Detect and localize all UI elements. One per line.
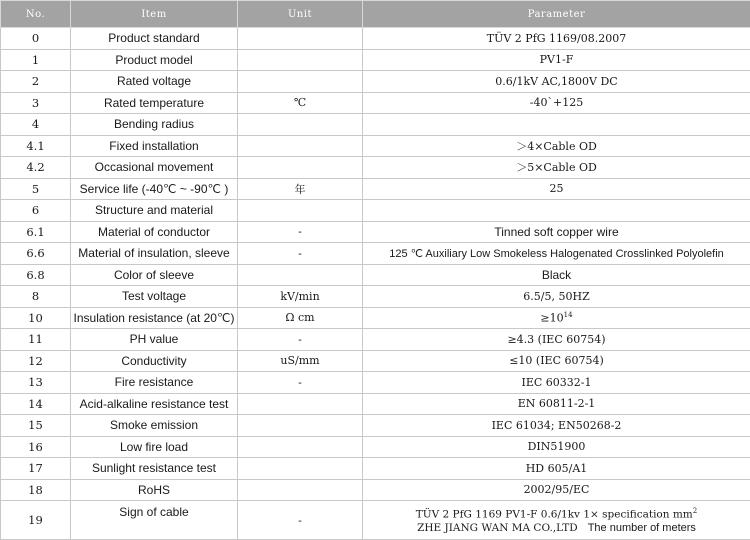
row-no: 6.6 [1,243,71,265]
row-no: 0 [1,28,71,50]
row-unit [238,415,363,437]
table-row [1,71,750,93]
row-parameter: ≤10 (IEC 60754) [363,350,750,372]
row-item: Sign of cable [71,501,238,540]
cable-sign-line-1 [365,505,748,522]
header-parameter: Parameter [363,1,750,28]
table-row [1,243,750,265]
table-row [1,178,750,200]
row-unit: ℃ [238,92,363,114]
row-item: Product model [71,49,238,71]
row-parameter: IEC 61034; EN50268-2 [363,415,750,437]
table-row [1,458,750,480]
row-no: 3 [1,92,71,114]
row-unit: 年 [238,178,363,200]
row-unit [238,114,363,136]
header-unit: Unit [238,1,363,28]
row-no: 4.2 [1,157,71,179]
row-no: 17 [1,458,71,480]
row-unit [238,71,363,93]
row-unit: kV/min [238,286,363,308]
row-parameter: DIN51900 [363,436,750,458]
table-row [1,200,750,222]
row-no: 10 [1,307,71,329]
row-item: Structure and material [71,200,238,222]
row-unit: Ω cm [238,307,363,329]
cable-sign-text: TÜV 2 PfG 1169 PV1-F 0.6/1kv 1× specification mm [416,509,693,521]
table-row [1,329,750,351]
row-unit: - [238,221,363,243]
table-row [1,393,750,415]
cable-sign-line-2 [365,522,748,535]
table-row [1,157,750,179]
row-parameter: 2002/95/EC [363,479,750,501]
row-parameter: TÜV 2 PfG 1169/08.2007 [363,28,750,50]
row-no: 1 [1,49,71,71]
table-row [1,114,750,136]
cable-sign-exponent: 2 [693,507,697,515]
row-parameter: Tinned soft copper wire [363,221,750,243]
table-row [1,372,750,394]
row-no: 4 [1,114,71,136]
row-item: Occasional movement [71,157,238,179]
row-no: 5 [1,178,71,200]
cable-sign-company: ZHE JIANG WAN MA CO.,LTD [417,522,578,534]
row-no: 6.8 [1,264,71,286]
row-no: 13 [1,372,71,394]
row-unit: - [238,329,363,351]
table-row [1,501,750,540]
row-unit: - [238,243,363,265]
row-unit [238,49,363,71]
row-item: PH value [71,329,238,351]
row-item: Bending radius [71,114,238,136]
row-no: 15 [1,415,71,437]
insulation-resistance-exponent: 14 [564,311,573,319]
row-parameter: 125 ℃ Auxiliary Low Smokeless Halogenated Crosslinked Polyolefin [363,243,750,265]
table-row [1,350,750,372]
row-unit: - [238,501,363,540]
row-parameter [363,501,750,540]
table-row [1,307,750,329]
row-unit: uS/mm [238,350,363,372]
row-parameter: 25 [363,178,750,200]
table-row [1,436,750,458]
row-unit [238,393,363,415]
table-row [1,49,750,71]
row-no: 14 [1,393,71,415]
row-parameter: 6.5/5, 50HZ [363,286,750,308]
row-parameter: ≥4.3 (IEC 60754) [363,329,750,351]
row-item: Sunlight resistance test [71,458,238,480]
table-row [1,264,750,286]
cable-sign-meters: The number of meters [588,522,696,534]
row-item: Test voltage [71,286,238,308]
row-unit [238,135,363,157]
header-item: Item [71,1,238,28]
row-no: 6.1 [1,221,71,243]
row-parameter: PV1-F [363,49,750,71]
header-no: No. [1,1,71,28]
row-parameter: Black [363,264,750,286]
row-item: Color of sleeve [71,264,238,286]
table-row [1,286,750,308]
row-parameter [363,307,750,329]
row-item: Fixed installation [71,135,238,157]
row-item: Service life (-40℃ ~ -90℃ ) [71,178,238,200]
row-no: 19 [1,501,71,540]
row-item: Fire resistance [71,372,238,394]
row-no: 16 [1,436,71,458]
row-item: Rated voltage [71,71,238,93]
row-no: 18 [1,479,71,501]
row-item: Rated temperature [71,92,238,114]
row-unit [238,157,363,179]
row-item: Conductivity [71,350,238,372]
table-header-row [1,1,750,28]
row-no: 12 [1,350,71,372]
row-unit [238,200,363,222]
row-unit [238,479,363,501]
table-row [1,415,750,437]
row-item: Low fire load [71,436,238,458]
row-parameter: ＞5×Cable OD [363,157,750,179]
row-item: Insulation resistance (at 20℃) [71,307,238,329]
row-unit [238,458,363,480]
table-row [1,135,750,157]
row-item: Smoke emission [71,415,238,437]
table-row [1,479,750,501]
row-no: 8 [1,286,71,308]
row-parameter: 0.6/1kV AC,1800V DC [363,71,750,93]
insulation-resistance-value: ≥10 [540,312,563,325]
table-row [1,28,750,50]
row-unit [238,264,363,286]
row-no: 6 [1,200,71,222]
row-no: 4.1 [1,135,71,157]
row-parameter [363,114,750,136]
row-no: 11 [1,329,71,351]
row-item: Material of insulation, sleeve [71,243,238,265]
row-parameter: ＞4×Cable OD [363,135,750,157]
table-row [1,221,750,243]
row-unit [238,436,363,458]
row-parameter: HD 605/A1 [363,458,750,480]
row-item: Material of conductor [71,221,238,243]
table-row [1,92,750,114]
row-parameter [363,200,750,222]
row-item: RoHS [71,479,238,501]
row-unit [238,28,363,50]
row-parameter: -40`+125 [363,92,750,114]
row-item: Product standard [71,28,238,50]
row-unit: - [238,372,363,394]
row-item: Acid-alkaline resistance test [71,393,238,415]
row-parameter: EN 60811-2-1 [363,393,750,415]
row-parameter: IEC 60332-1 [363,372,750,394]
row-no: 2 [1,71,71,93]
